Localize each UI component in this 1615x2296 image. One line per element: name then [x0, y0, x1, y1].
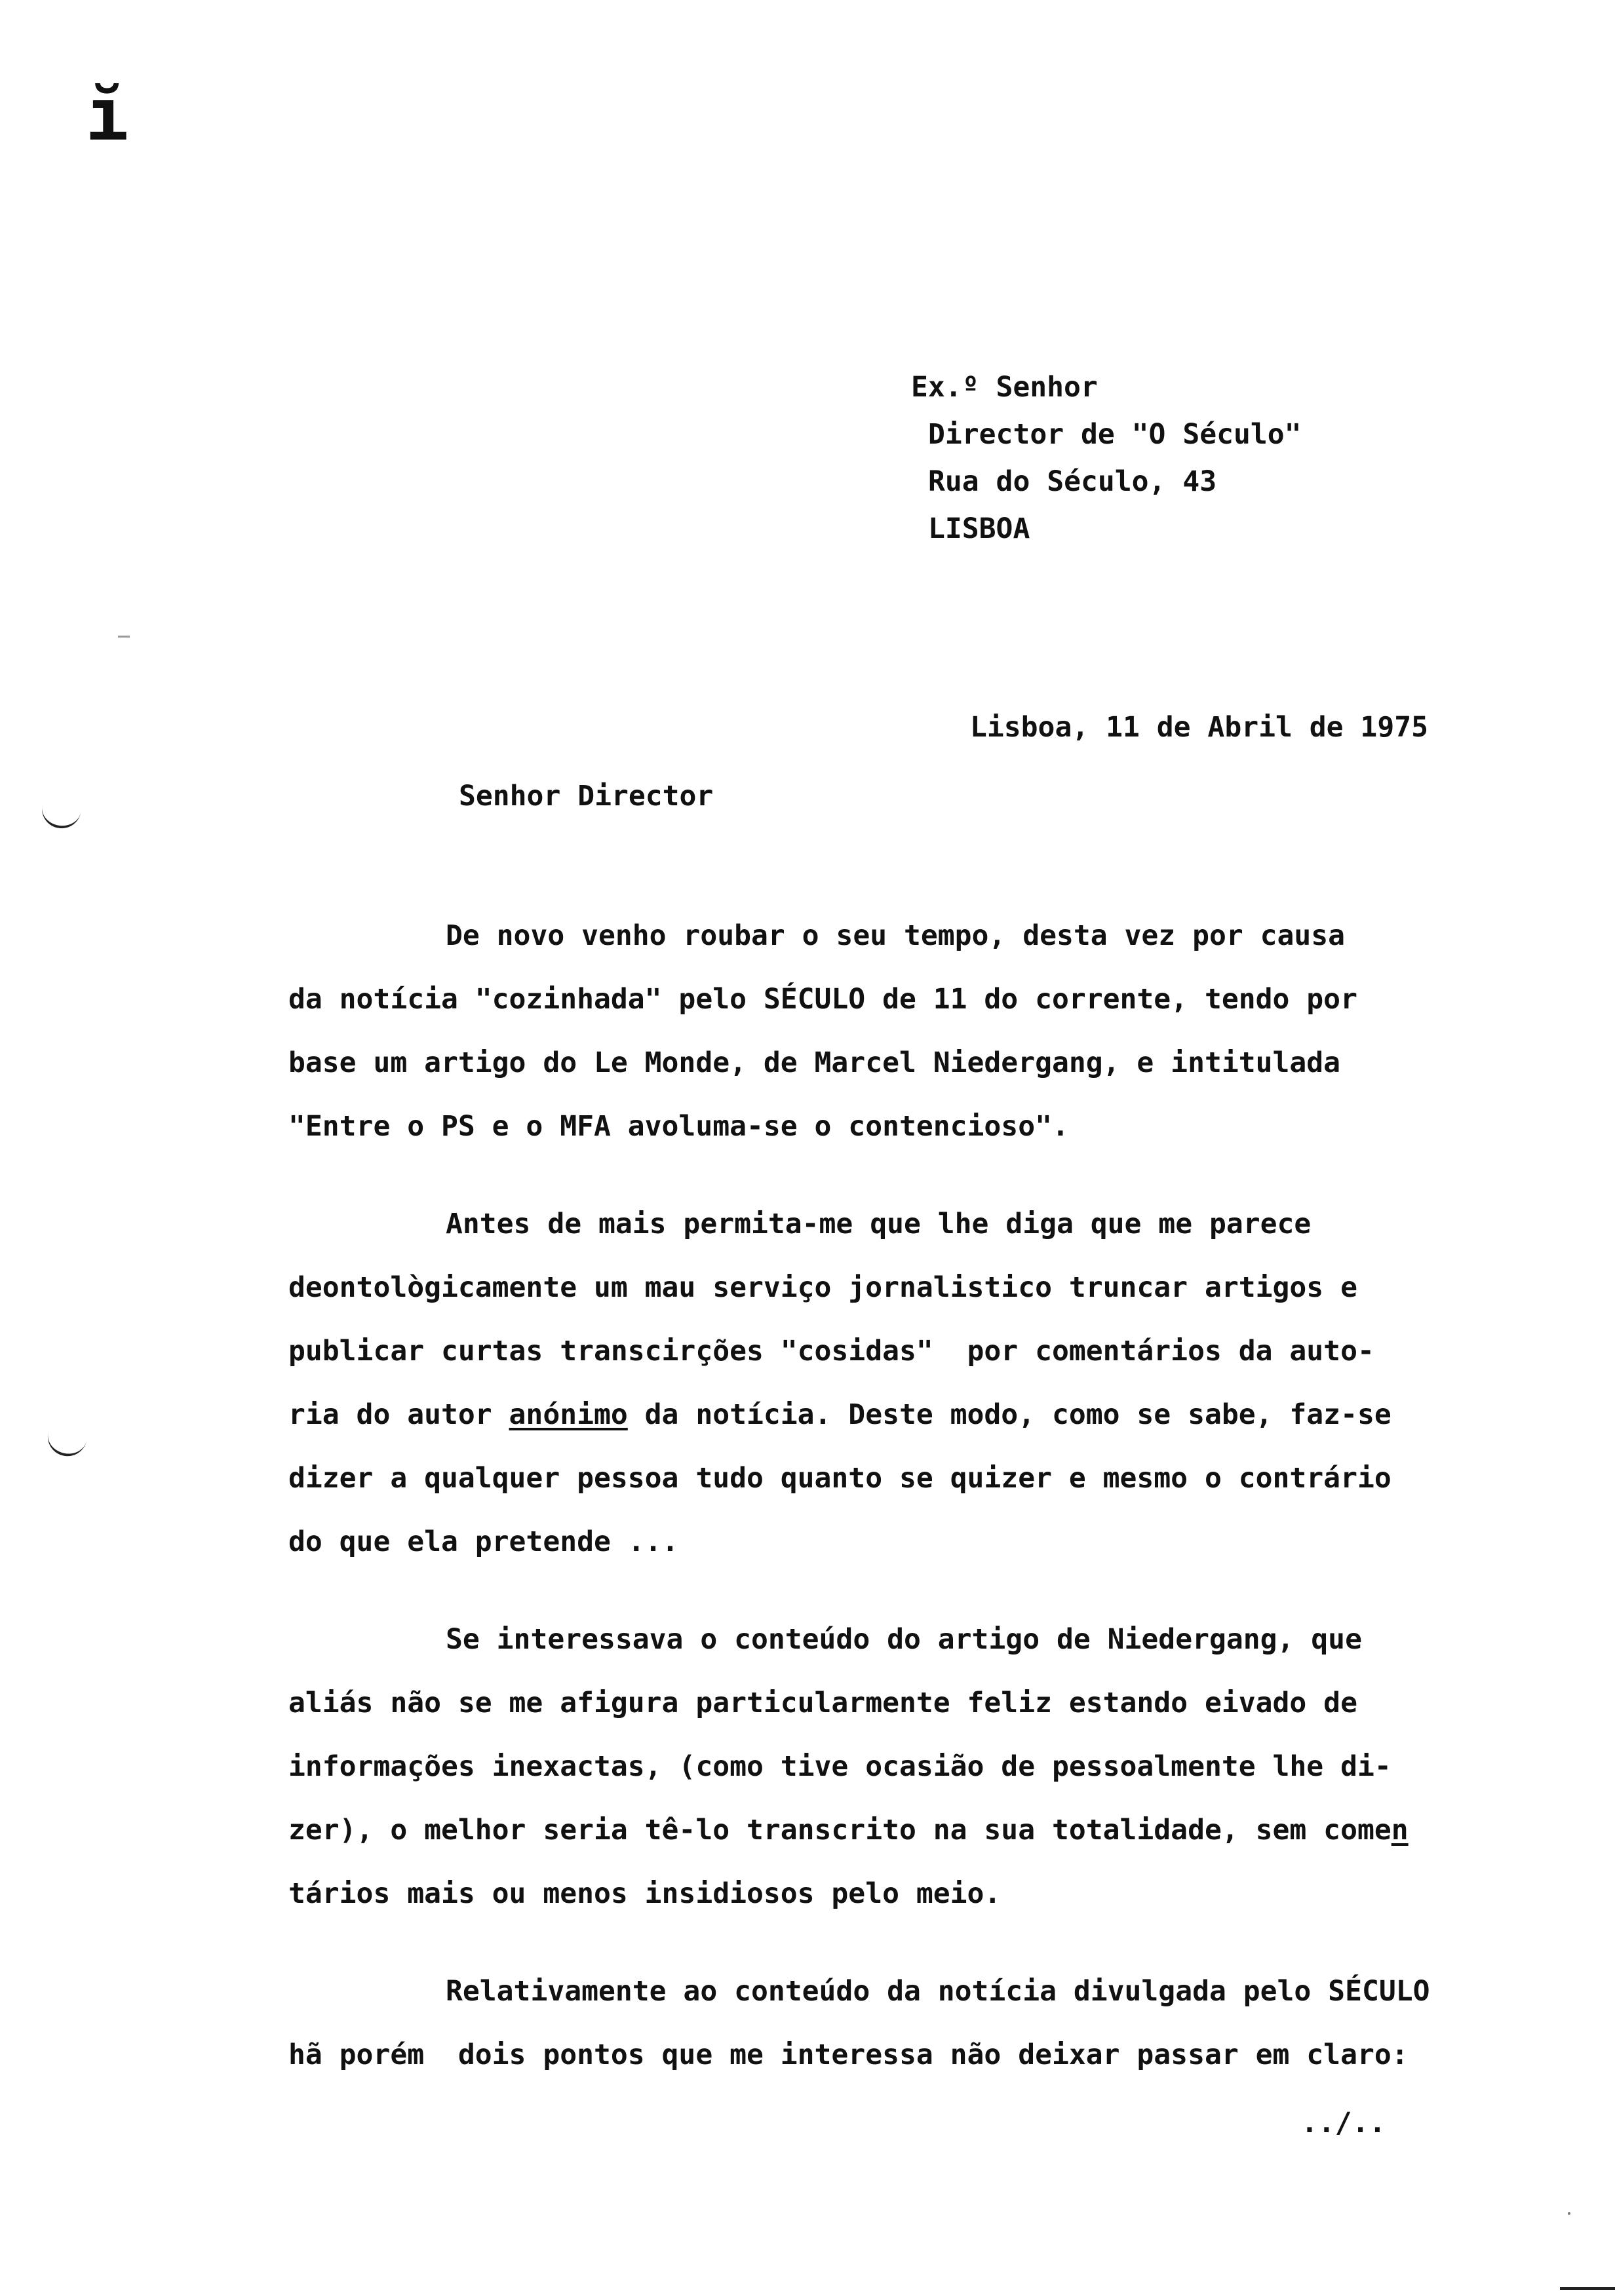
paragraph-line: De novo venho roubar o seu tempo, desta vez por causa	[446, 919, 1346, 952]
paragraph-line: "Entre o PS e o MFA avoluma-se o contencioso".	[288, 1110, 1069, 1143]
margin-dash	[118, 636, 130, 638]
recipient-address	[911, 364, 1302, 552]
paragraph-4	[288, 1960, 1481, 2087]
letter-date: Lisboa, 11 de Abril de 1975	[970, 711, 1428, 744]
underlined-word: anónimo	[509, 1398, 628, 1431]
paragraph-line-mixed	[288, 1799, 1481, 1862]
paragraph-line: tários mais ou menos insidiosos pelo meio.	[288, 1877, 1002, 1910]
paragraph-line: informações inexactas, (como tive ocasião de pessoalmente lhe di-	[288, 1750, 1391, 1783]
paragraph-line: publicar curtas transcirções "cosidas" por comentários da auto-	[288, 1335, 1374, 1368]
paragraph-line: hã porém dois pontos que me interessa não deixar passar em claro:	[288, 2038, 1409, 2071]
paragraph-3	[288, 1608, 1481, 1926]
text-segment: da notícia. Deste modo, como se sabe, faz-se	[627, 1398, 1391, 1431]
paragraph-line: Se interessava o conteúdo do artigo de Niedergang, que	[446, 1623, 1362, 1656]
address-city: LISBOA	[928, 512, 1030, 545]
paragraph-line-mixed	[288, 1383, 1481, 1447]
paragraph-line: do que ela pretende ...	[288, 1525, 679, 1558]
paragraph-line: base um artigo do Le Monde, de Marcel Niedergang, e intitulada	[288, 1046, 1341, 1079]
margin-tick-mark	[39, 805, 81, 831]
letter-greeting: Senhor Director	[459, 780, 714, 813]
address-street: Rua do Século, 43	[928, 465, 1217, 498]
address-recipient: Director de "O Século"	[928, 418, 1302, 451]
edge-line	[1560, 2287, 1615, 2290]
paragraph-line: Antes de mais permita-me que lhe diga que me parece	[446, 1208, 1312, 1240]
paragraph-line: aliás não se me afigura particularmente feliz estando eivado de	[288, 1687, 1357, 1719]
scan-speck	[1568, 2212, 1570, 2215]
underlined-letter: n	[1391, 1814, 1409, 1846]
paragraph-1	[288, 904, 1481, 1158]
corner-handwritten-mark: ĭ	[85, 73, 125, 157]
continuation-mark: ../..	[1301, 2107, 1386, 2139]
paragraph-line: da notícia "cozinhada" pelo SÉCULO de 11 do corrente, tendo por	[288, 983, 1357, 1016]
margin-tick-mark	[44, 1431, 87, 1460]
paragraph-line: Relativamente ao conteúdo da notícia divulgada pelo SÉCULO	[446, 1975, 1430, 2008]
text-segment: ria do autor	[288, 1398, 509, 1431]
paragraph-line: dizer a qualquer pessoa tudo quanto se quizer e mesmo o contrário	[288, 1462, 1391, 1495]
address-salutation: Ex.º Senhor	[911, 371, 1098, 404]
paragraph-2	[288, 1193, 1481, 1574]
letter-body	[288, 904, 1481, 2121]
paragraph-line: deontològicamente um mau serviço jornalistico truncar artigos e	[288, 1271, 1357, 1304]
text-segment: zer), o melhor seria tê-lo transcrito na sua totalidade, sem come	[288, 1814, 1391, 1846]
